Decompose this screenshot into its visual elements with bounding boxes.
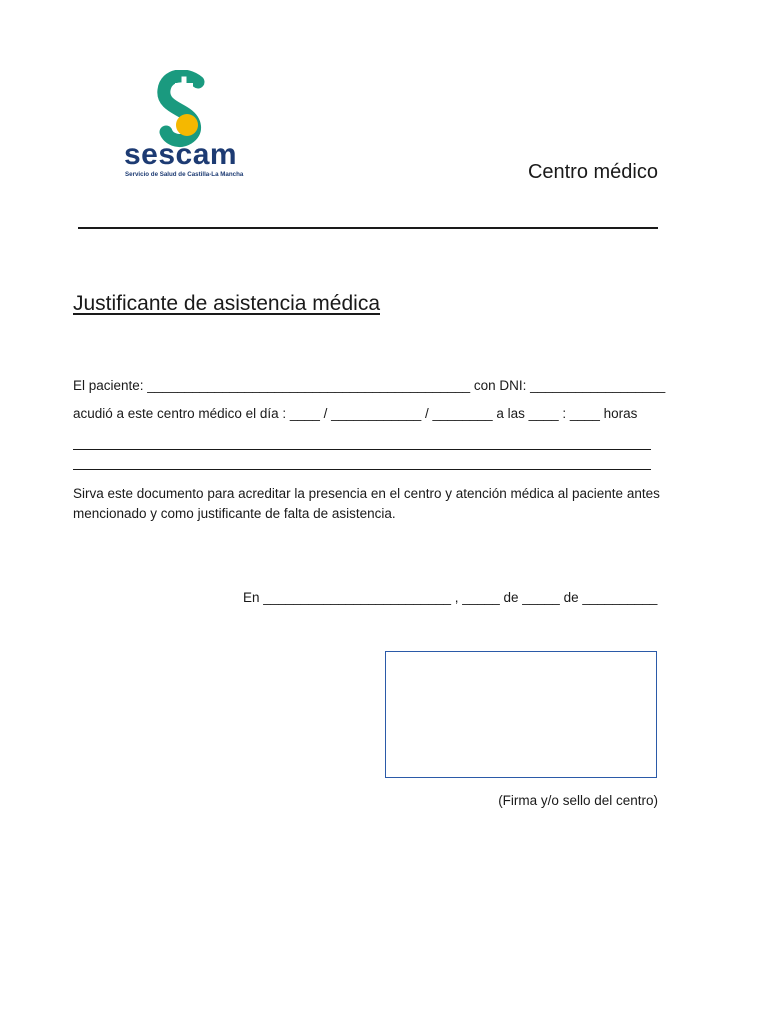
body-paragraph: Sirva este documento para acreditar la presencia en el centro y atención médica al paciente antes mencionado y como justificante de falta de asistencia.: [73, 486, 660, 521]
centro-medico-label: Centro médico: [527, 161, 658, 183]
blank-line[interactable]: [73, 469, 651, 470]
document-title: Justificante de asistencia médica: [73, 292, 380, 315]
place-date-line[interactable]: En _________________________ , _____ de _____ de __________: [243, 590, 658, 605]
header-rule: [78, 227, 658, 229]
logo-subtitle: Servicio de Salud de Castilla-La Mancha: [125, 171, 244, 178]
signature-caption: (Firma y/o sello del centro): [498, 793, 658, 808]
signature-box[interactable]: [385, 651, 657, 778]
blank-line[interactable]: [73, 449, 651, 450]
patient-line[interactable]: El paciente: ___________________________________________ con DNI: __________________: [73, 378, 666, 393]
logo-wordmark: sescam: [124, 138, 238, 171]
date-line[interactable]: acudió a este centro médico el día : ____ / ____________ / ________ a las ____ : ____ horas: [73, 406, 638, 421]
